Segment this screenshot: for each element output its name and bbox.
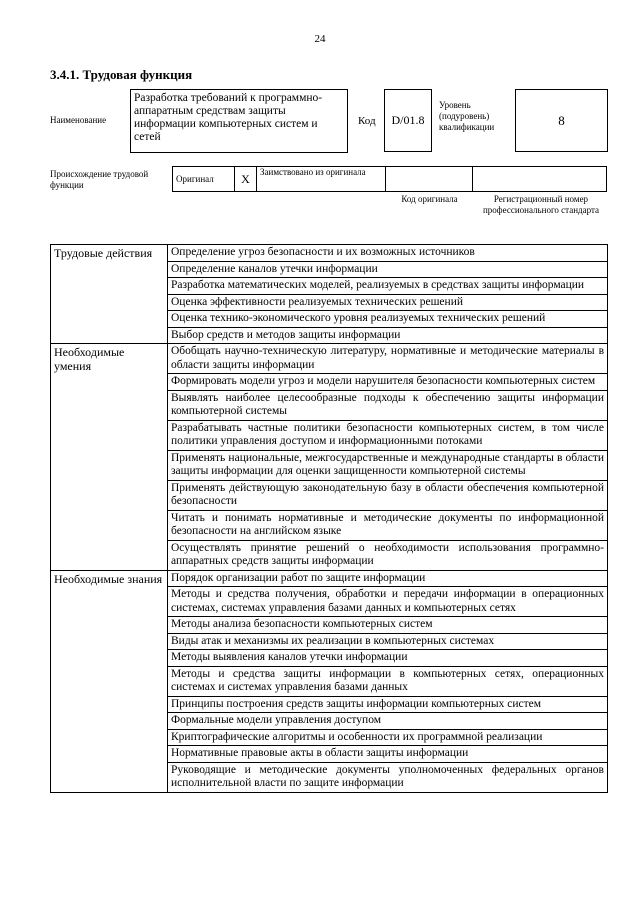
item-cell: Выявлять наиболее целесообразные подходы к обеспечению защиты информации компьютерной системы (168, 390, 608, 420)
table-row (51, 344, 608, 374)
item-cell: Определение угроз безопасности и их возможных источников (168, 245, 608, 262)
item-cell: Криптографические алгоритмы и особенности их программной реализации (168, 729, 608, 746)
item-cell: Осуществлять принятие решений о необходимости использования программно-аппаратных средств защиты информации (168, 540, 608, 570)
reg-number-cell (473, 167, 607, 192)
original-mark: X (241, 171, 250, 186)
origin-table (172, 166, 607, 192)
item-cell: Формальные модели управления доступом (168, 713, 608, 730)
labor-function-table (50, 244, 608, 793)
item-cell: Порядок организации работ по защите информации (168, 570, 608, 587)
function-code-box (384, 89, 432, 152)
code-label: Код (358, 115, 376, 127)
item-cell: Формировать модели угроз и модели нарушителя безопасности компьютерных систем (168, 374, 608, 391)
item-cell: Нормативные правовые акты в области защиты информации (168, 746, 608, 763)
code-original-cell (386, 167, 473, 192)
item-cell: Методы выявления каналов утечки информации (168, 650, 608, 667)
code-original-label: Код оригинала (401, 194, 458, 204)
category-cell: Трудовые действия (51, 245, 168, 344)
function-name-value: Разработка требований к программно-аппаратным средствам защиты информации компьютерных систем и сетей (134, 92, 323, 143)
level-value: 8 (558, 112, 565, 128)
category-cell: Необходимые знания (51, 570, 168, 792)
item-cell: Методы и средства защиты информации в компьютерных сетях, операционных системах и системах управления базами данных (168, 666, 608, 696)
name-label: Наименование (50, 115, 107, 125)
borrowed-cell (257, 167, 386, 192)
table-row (51, 570, 608, 587)
item-cell: Читать и понимать нормативные и методические документы по информационной безопасности на английском языке (168, 510, 608, 540)
function-name-box (130, 89, 348, 153)
item-cell: Виды атак и механизмы их реализации в компьютерных системах (168, 633, 608, 650)
original-label: Оригинал (176, 174, 214, 184)
item-cell: Принципы построения средств защиты информации компьютерных систем (168, 696, 608, 713)
item-cell: Применять действующую законодательную базу в области обеспечения компьютерной безопасности (168, 480, 608, 510)
item-cell: Руководящие и методические документы уполномоченных федеральных органов исполнительной власти по защите информации (168, 762, 608, 792)
level-box (515, 89, 608, 152)
page-number: 24 (314, 33, 326, 45)
category-cell: Необходимые умения (51, 344, 168, 571)
original-mark-cell (235, 167, 257, 192)
origin-label: Происхождение трудовой функции (50, 169, 149, 190)
item-cell: Выбор средств и методов защиты информации (168, 327, 608, 344)
level-label: Уровень (подуровень) квалификации (439, 100, 495, 132)
item-cell: Разрабатывать частные политики безопасности компьютерных систем, в том числе политики управления доступом и информационными потоками (168, 420, 608, 450)
item-cell: Разработка математических моделей, реализуемых в средствах защиты информации (168, 278, 608, 295)
table-row (51, 245, 608, 262)
reg-number-label: Регистрационный номер профессионального стандарта (482, 194, 600, 215)
section-heading: 3.4.1. Трудовая функция (50, 67, 193, 82)
table-body (51, 245, 608, 793)
item-cell: Методы анализа безопасности компьютерных систем (168, 617, 608, 634)
item-cell: Методы и средства получения, обработки и передачи информации в операционных системах, системах управления базами данных и компьютерных сетях (168, 587, 608, 617)
function-code-value: D/01.8 (391, 113, 425, 127)
item-cell: Оценка эффективности реализуемых технических решений (168, 294, 608, 311)
item-cell: Оценка технико-экономического уровня реализуемых технических решений (168, 311, 608, 328)
item-cell: Определение каналов утечки информации (168, 261, 608, 278)
item-cell: Применять национальные, межгосударственные и международные стандарты в области защиты информации для оценки защищенности компьютерной системы (168, 450, 608, 480)
item-cell: Обобщать научно-техническую литературу, нормативные и методические материалы в области защиты информации (168, 344, 608, 374)
borrowed-label: Заимствовано из оригинала (260, 167, 366, 177)
original-label-cell (173, 167, 235, 192)
